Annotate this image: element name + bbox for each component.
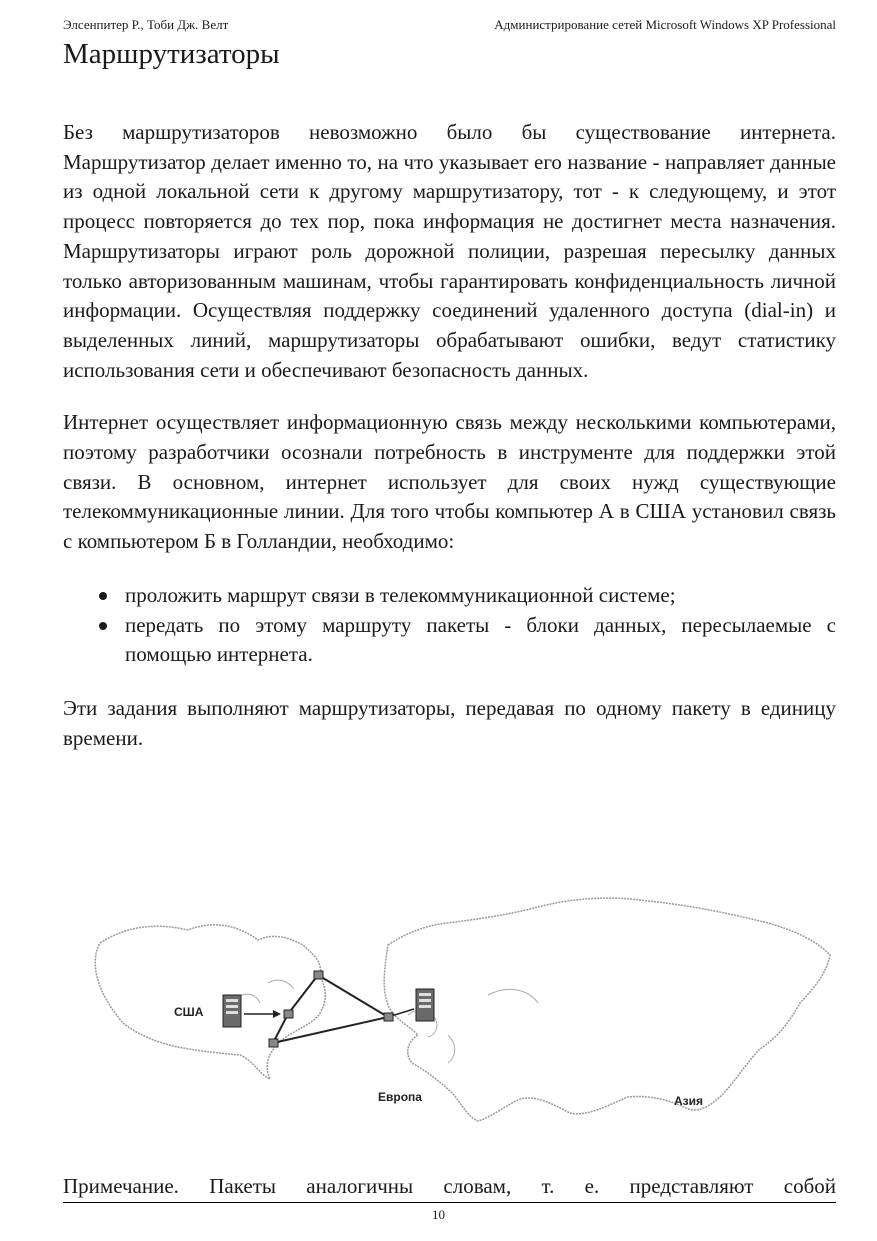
label-asia: Азия bbox=[674, 1094, 704, 1108]
link-nodeB-nodeEU bbox=[318, 975, 388, 1017]
routing-map-figure bbox=[88, 885, 838, 1147]
header-authors: Элсенпитер Р., Тоби Дж. Велт bbox=[63, 17, 229, 32]
link-nodeA-nodeB bbox=[288, 975, 318, 1014]
bullet-list bbox=[63, 581, 836, 670]
header-book-title: Администрирование сетей Microsoft Windows XP Professional bbox=[494, 17, 836, 32]
north-america-outline bbox=[95, 925, 325, 1079]
label-usa: США bbox=[174, 1005, 204, 1019]
paragraph-routers-intro: Без маршрутизаторов невозможно было бы существование интернета. Маршрутизатор делает именно то, на что указывает его название - направляет данные из одной локальной сети к другому маршрутизатору, тот - к следующему, и этот процесс повторяется до тех пор, пока информация не достигнет места назначения. Маршрутизаторы играют роль дорожной полиции, разрешая пересылку данных только авторизованным машинам, чтобы гарантировать конфиденциальность личной информации. Осуществляя поддержку соединений удаленного доступа (dial-in) и выделенных линий, маршрутизаторы обрабатывают ошибки, ведут статистику использования сети и обеспечивают безопасность данных. bbox=[63, 120, 836, 382]
list-item-text: проложить маршрут связи в телекоммуникационной системе; bbox=[125, 582, 676, 607]
router-node-icon bbox=[284, 1010, 293, 1018]
paragraph-router-tasks: Эти задания выполняют маршрутизаторы, передавая по одному пакету в единицу времени. bbox=[63, 695, 836, 750]
main-content bbox=[63, 118, 836, 753]
note-paragraph: Примечание. Пакеты аналогичны словам, т. е. представляют собой bbox=[63, 1174, 836, 1198]
arrow-head-icon bbox=[273, 1010, 281, 1018]
link-nodeC-nodeEU bbox=[273, 1017, 388, 1043]
page-title: Маршрутизаторы bbox=[63, 38, 280, 70]
footer-divider bbox=[63, 1202, 836, 1203]
label-europe: Европа bbox=[378, 1090, 422, 1104]
paragraph-internet-communication: Интернет осуществляет информационную связь между несколькими компьютерами, поэтому разработчики осознали потребность в инструменте для поддержки этой связи. В основном, интернет использует для своих нужд существующие телекоммуникационные линии. Для того чтобы компьютер А в США установил связь с компьютером Б в Голландии, необходимо: bbox=[63, 410, 836, 554]
list-item-text: передать по этому маршруту пакеты - блоки данных, пересылаемые с помощью интернета. bbox=[125, 612, 836, 667]
list-item bbox=[63, 611, 836, 670]
eurasia-outline bbox=[384, 898, 830, 1121]
page-number: 10 bbox=[432, 1207, 445, 1222]
router-node-icon bbox=[384, 1013, 393, 1021]
router-node-icon bbox=[314, 971, 323, 979]
coast-detail bbox=[238, 980, 294, 1003]
router-node-icon bbox=[269, 1039, 278, 1047]
list-item bbox=[63, 581, 836, 611]
running-header bbox=[63, 17, 836, 35]
bullet-icon bbox=[99, 592, 107, 600]
server-europe-icon bbox=[416, 989, 434, 1021]
server-usa-icon bbox=[223, 995, 241, 1027]
bullet-icon bbox=[99, 622, 107, 630]
